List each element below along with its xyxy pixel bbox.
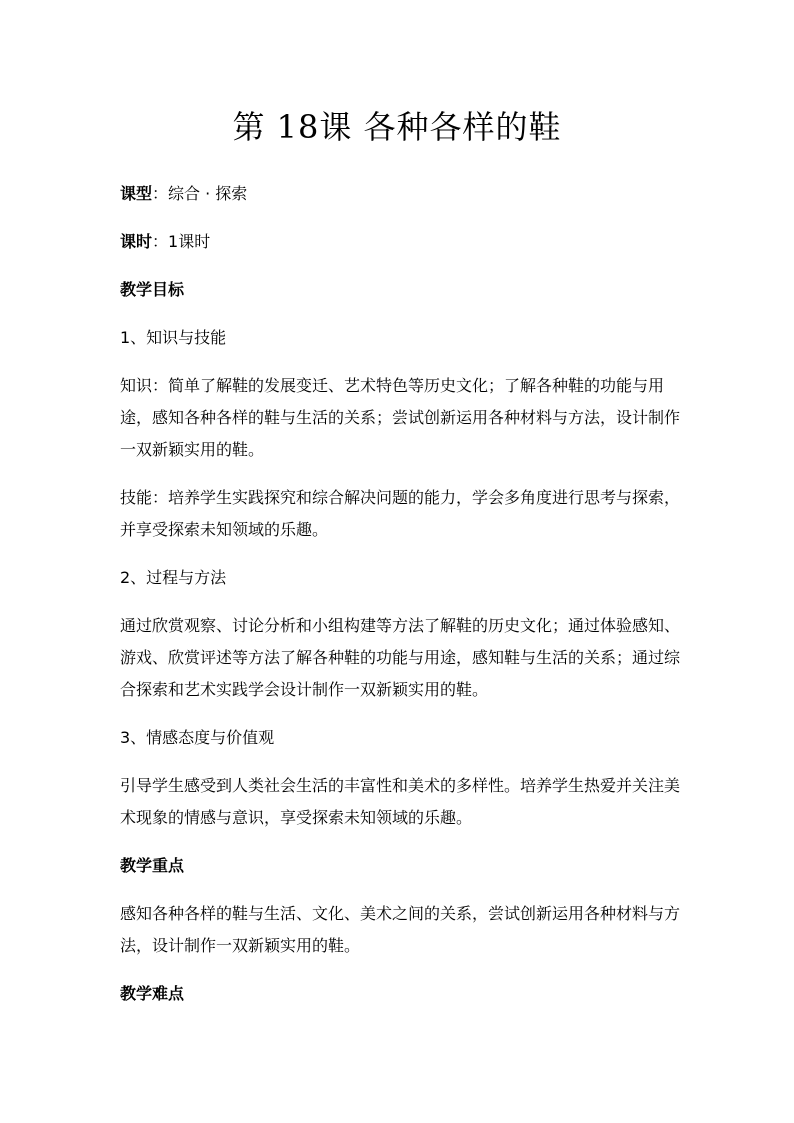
teaching-focus-paragraph: 感知各种各样的鞋与生活、文化、美术之间的关系，尝试创新运用各种材料与方法，设计制作一双新颖实用的鞋。 <box>120 904 681 955</box>
lesson-time-label: 课时 <box>120 232 153 251</box>
page-title: 第 18课 各种各样的鞋 <box>232 108 562 146</box>
knowledge-paragraph: 知识：简单了解鞋的发展变迁、艺术特色等历史文化；了解各种鞋的功能与用途，感知各种各样的鞋与生活的关系；尝试创新运用各种材料与方法，设计制作一双新颖实用的鞋。 <box>120 376 681 459</box>
lesson-type-value: ：综合 · 探索 <box>152 184 248 203</box>
knowledge-skills-heading: 1、知识与技能 <box>120 328 227 347</box>
lesson-type-line <box>120 178 680 210</box>
attitude-values-heading: 3、情感态度与价值观 <box>120 728 275 747</box>
process-methods-heading: 2、过程与方法 <box>120 568 227 587</box>
teaching-focus-heading: 教学重点 <box>120 856 185 875</box>
lesson-time-value: ：1课时 <box>152 232 211 251</box>
document-body <box>120 178 680 1026</box>
process-methods-paragraph: 通过欣赏观察、讨论分析和小组构建等方法了解鞋的历史文化；通过体验感知、游戏、欣赏评述等方法了解各种鞋的功能与用途，感知鞋与生活的关系；通过综合探索和艺术实践学会设计制作一双新颖实用的鞋。 <box>120 616 681 699</box>
attitude-values-paragraph: 引导学生感受到人类社会生活的丰富性和美术的多样性。培养学生热爱并关注美术现象的情感与意识，享受探索未知领域的乐趣。 <box>120 776 681 827</box>
lesson-time-line <box>120 226 680 258</box>
lesson-type-label: 课型 <box>120 184 153 203</box>
skills-paragraph: 技能：培养学生实践探究和综合解决问题的能力，学会多角度进行思考与探索，并享受探索未知领域的乐趣。 <box>120 488 681 539</box>
teaching-difficulty-heading: 教学难点 <box>120 984 185 1003</box>
teaching-goals-heading: 教学目标 <box>120 280 185 299</box>
